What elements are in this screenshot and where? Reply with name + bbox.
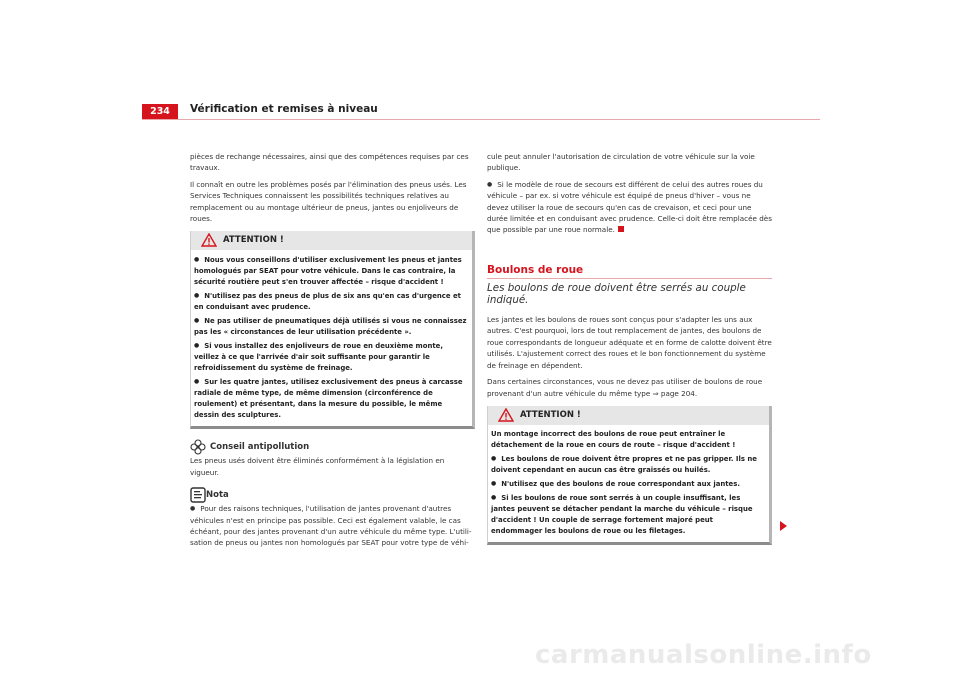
right-column: [487, 151, 772, 545]
warning-intro: Un montage incorrect des boulons de roue peut entraîner le détachement de la roue en cours de route – risque d'accident !: [491, 429, 736, 449]
bullet-paragraph: [487, 179, 772, 236]
warning-item: ● Si vous installez des enjoliveurs de roue en deuxième monte, veillez à ce que l'arrivée d'air soit suffisante pour garantir le refroidissement du système de freinage.: [194, 340, 469, 374]
paragraph: cule peut annuler l'autorisation de circulation de votre véhicule sur la voie publique.: [487, 152, 755, 173]
warning-item: ● N'utilisez pas des pneus de plus de six ans qu'en cas d'urgence et en conduisant avec prudence.: [194, 290, 469, 313]
warning-header: [488, 406, 769, 425]
warning-item: ● Si les boulons de roue sont serrés à un couple insuffisant, les jantes peuvent se détacher pendant la marche du véhicule – risque d'accident ! Un couple de serrage fortement majoré peut endommager les boulons de roue ou les filetages.: [491, 492, 766, 537]
warning-header: [191, 231, 472, 250]
note-icon: [190, 487, 206, 503]
continue-arrow-icon: [780, 521, 787, 531]
paragraph: pièces de rechange nécessaires, ainsi que des compétences requises par ces travaux.: [190, 152, 469, 173]
eco-text: Les pneus usés doivent être éliminés conformément à la législation en vigueur.: [190, 456, 445, 477]
warning-item: ● Ne pas utiliser de pneumatiques déjà utilisés si vous ne connaissez pas les « circonstances de leur utilisation précédente ».: [194, 315, 469, 338]
section-end-marker: [618, 226, 624, 232]
paragraph: Les jantes et les boulons de roues sont conçus pour s'adapter les uns aux autres. C'est pourquoi, lors de tout remplacement de jantes, des boulons de roue correspondants de longueur adéquate et en forme de calotte doivent être utilisés. L'ajustement correct des roues et le bon fonctionnement du système de freinage en dépendent.: [487, 315, 772, 370]
header-divider: [142, 119, 820, 120]
note-title: Nota: [206, 489, 229, 500]
section-title: Boulons de roue: [487, 263, 584, 276]
warning-title: ATTENTION !: [520, 409, 581, 420]
warning-item: ● Sur les quatre jantes, utilisez exclusivement des pneus à carcasse radiale de même type, de même dimension (circonférence de roulement) et présentant, dans la mesure du possible, le même dessin des sculptures.: [194, 376, 469, 421]
warning-item: ● Nous vous conseillons d'utiliser exclusivement les pneus et jantes homologués par SEAT pour votre véhicule. Dans le cas contraire, la sécurité routière peut s'en trouver affectée – risque d'accident !: [194, 254, 469, 288]
warning-box: [487, 406, 772, 545]
bullet-text: Si le modèle de roue de secours est différent de celui des autres roues du véhicule – par ex. si votre véhicule est équipé de pneus d'hiver – vous ne devez utiliser la roue de secours qu'en cas de crevaison, et ceci pour une durée limitée et en conduisant avec prudence. Celle-ci doit être remplacée dès que possible par une roue normale.: [487, 179, 772, 235]
warning-item: ● Les boulons de roue doivent être propres et ne pas gripper. Ils ne doivent cependant en aucun cas être graissés ou huilés.: [491, 453, 766, 476]
paragraph: Dans certaines circonstances, vous ne devez pas utiliser de boulons de roue provenant d'un autre véhicule du même type ⇒ page 204.: [487, 377, 763, 398]
warning-box: [190, 231, 475, 429]
paragraph: Il connaît en outre les problèmes posés par l'élimination des pneus usés. Les Services Techniques connaissent les possibilités techniques relatives au remplacement ou au montage ultérieur de pneus, jantes ou enjoliveurs de roues.: [190, 179, 467, 224]
note-heading: [190, 487, 475, 503]
note-text: ● Pour des raisons techniques, l'utilisation de jantes provenant d'autres véhicules n'est en principe pas possible. Ceci est également valable, le cas échéant, pour des jantes provenant d'un autre véhicule du même type. L'utili-sation de pneus ou jantes non homologués par SEAT pour votre type de véhi-: [190, 503, 475, 549]
eco-heading: [190, 439, 475, 455]
section-subtitle: Les boulons de roue doivent être serrés au couple indiqué.: [487, 282, 746, 306]
warning-title: ATTENTION !: [223, 235, 284, 246]
left-column: [190, 151, 475, 549]
flower-icon: [190, 439, 206, 455]
warning-triangle-icon: [201, 233, 217, 247]
page-header-title: Vérification et remises à niveau: [190, 103, 378, 115]
section-divider: [487, 278, 772, 279]
warning-item: ● N'utilisez que des boulons de roue correspondant aux jantes.: [491, 478, 766, 490]
eco-title: Conseil antipollution: [210, 441, 310, 452]
warning-triangle-icon: [498, 408, 514, 422]
page-number: 234: [142, 104, 178, 119]
watermark: carmanualsonline.info: [535, 640, 872, 670]
